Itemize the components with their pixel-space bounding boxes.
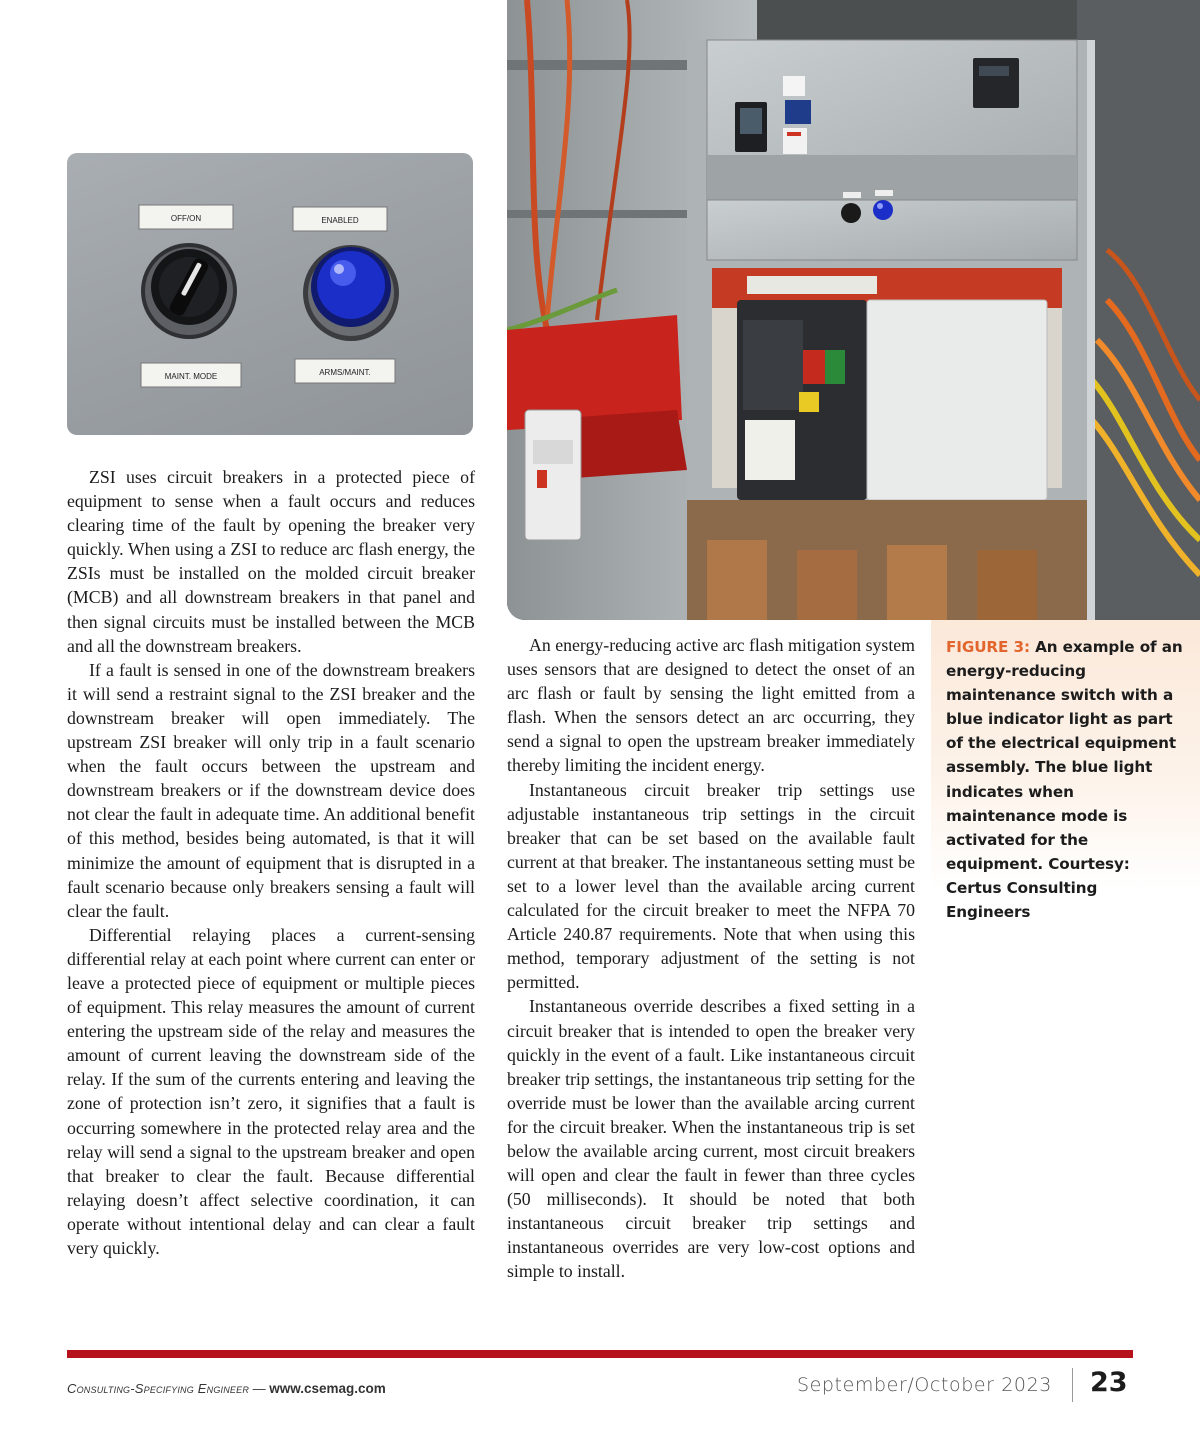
figure-caption-text: An example of an energy-reducing maintenance switch with a blue indicator light as part of the electrical equipment assembly. The blue light indicates when maintenance mode is activated for the equipment. Courtesy: Certus Consulting Engineers [946, 638, 1183, 922]
figure-switchgear-photo [507, 0, 1200, 620]
figure-caption-box [931, 620, 1200, 922]
switch-label-off-on: OFF/ON [170, 214, 202, 223]
switch-label-maint-mode: MAINT. MODE [164, 372, 218, 381]
paragraph-active-arc-flash: An energy-reducing active arc flash mitigation system uses sensors that are designed to detect the onset of an arc flash or fault by sensing the light emitted from a flash. When the sensors detect an arc occurring, they send a signal to open the upstream breaker immediately thereby limiting the incident energy. [507, 635, 915, 776]
paragraph-zsi: ZSI uses circuit breakers in a protected piece of equipment to sense when a fault occurs and reduces clearing time of the fault by opening the breaker very quickly. When using a ZSI to reduce arc flash energy, the ZSIs must be installed on the molded circuit breaker (MCB) and all downstream breakers in that panel and then signal circuits must be installed between the MCB and all the downstream breakers. [67, 467, 475, 656]
paragraph-instantaneous-override: Instantaneous override describes a fixed setting in a circuit breaker that is intended to open the breaker very quickly in the event of a fault. Like instantaneous circuit breaker trip settings, the instantaneous trip setting for the override must be lower than the available arcing current for the circuit breaker. When the instantaneous trip is set below the available arcing current, most circuit breakers will open and clear the fault in fewer than three cycles (50 milliseconds). It should be noted that both instantaneous circuit breaker trip settings and instantaneous overrides are very low-cost options and simple to install. [507, 996, 915, 1282]
body-column-left [67, 465, 475, 1260]
figure-maintenance-switch-photo [67, 153, 473, 435]
paragraph-downstream-fault: If a fault is sensed in one of the downstream breakers it will send a restraint signal to the ZSI breaker and the downstream breaker will open immediately. The upstream ZSI breaker will only trip in a fault scenario when the fault occurs between the upstream and downstream breakers or if the downstream device does not clear the fault in adequate time. An additional benefit of this method, besides being automated, is that it will minimize the amount of equipment that is disrupted in a fault scenario because only breakers sensing a fault will clear the fault. [67, 659, 475, 921]
blue-indicator-light-icon [303, 245, 399, 341]
body-column-middle [507, 633, 915, 1284]
selector-switch-icon [141, 243, 237, 339]
paragraph-instantaneous-trip: Instantaneous circuit breaker trip settings use adjustable instantaneous trip settings in the circuit breaker that can be set based on the available fault current at that breaker. The instantaneous setting must be set to a lower level than the available arcing current calculated for the circuit breaker to meet the NFPA 70 Article 240.87 requirements. Note that when using this method, temporary adjustment of the setting is not permitted. [507, 779, 915, 993]
figure-caption [946, 635, 1186, 924]
switchgear-illustration [507, 0, 1200, 620]
footer-publication [67, 1381, 386, 1396]
issue-date: September/October 2023 [796, 1374, 1052, 1396]
footer-separator: — [249, 1381, 270, 1396]
figure-caption-label: FIGURE 3: [946, 638, 1030, 656]
paragraph-differential-relaying: Differential relaying places a current-sensing differential relay at each point where current can enter or leave a protected piece of equipment or multiple pieces of equipment. This relay measures the amount of current entering the upstream side of the relay and measures the amount of current leaving the downstream side of the relay. If the sum of the currents entering and leaving the zone of protection isn’t zero, it signifies that a fault is occurring somewhere in the protected relay area and the relay will send a signal to the upstream breaker and open that breaker to clear the fault. Because differential relaying doesn’t affect selective coordination, it can operate without intentional delay and can clear a fault very quickly. [67, 924, 475, 1258]
footer-divider [1072, 1368, 1073, 1402]
page-number: 23 [1090, 1367, 1128, 1398]
maintenance-switch-illustration [67, 153, 473, 435]
publication-url: www.csemag.com [269, 1381, 386, 1396]
publication-name: Consulting-Specifying Engineer [67, 1381, 250, 1396]
switch-label-arms-maint: ARMS/MAINT. [319, 368, 371, 377]
switch-label-enabled: ENABLED [321, 216, 359, 225]
footer-rule [67, 1350, 1133, 1358]
